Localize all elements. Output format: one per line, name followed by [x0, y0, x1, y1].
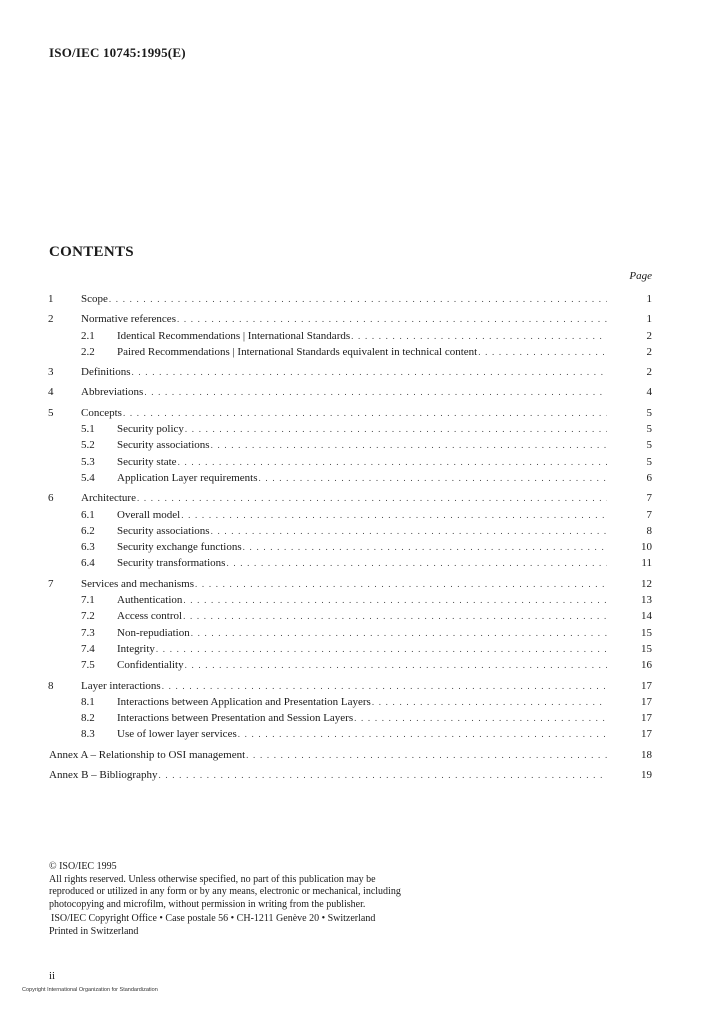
toc-entry-number: 5.4 [81, 471, 95, 484]
toc-entry-number: 5.2 [81, 439, 95, 452]
toc-entry[interactable] [0, 291, 724, 307]
copyright-text: photocopying and microfilm, without permission in writing from the publisher. [49, 898, 366, 910]
toc-entry[interactable] [0, 657, 724, 673]
toc-entry-page: 10 [641, 541, 652, 554]
toc-entry[interactable] [0, 328, 724, 344]
toc-entry[interactable] [0, 592, 724, 608]
dot-leader [183, 608, 607, 624]
toc-entry[interactable] [0, 608, 724, 624]
toc-entry-title: Non-repudiation [117, 626, 190, 639]
copyright-office-address: ISO/IEC Copyright Office • Case postale 56 • CH-1211 Genève 20 • Switzerland [51, 913, 376, 924]
dot-leader [132, 364, 608, 380]
toc-entry-title: Integrity [117, 642, 155, 655]
toc-entry-title: Scope [81, 293, 108, 305]
toc-entry[interactable] [0, 344, 724, 360]
dot-leader [123, 405, 607, 421]
toc-entry-title: Use of lower layer services [117, 728, 237, 741]
toc-entry-title: Security exchange functions [117, 541, 242, 554]
toc-entry-title: Architecture [81, 492, 136, 505]
toc-entry-page: 5 [646, 406, 652, 419]
toc-entry[interactable] [0, 625, 724, 641]
toc-entry-number: 6.3 [81, 541, 95, 554]
toc-entry-page: 17 [641, 679, 652, 692]
toc-entry-number: 7.4 [81, 642, 95, 655]
toc-entry-title: Security associations [117, 439, 210, 452]
toc-entry-page: 2 [646, 329, 652, 342]
dot-leader [137, 490, 607, 506]
toc-entry-page: 2 [646, 366, 652, 379]
toc-entry-page: 11 [641, 557, 652, 570]
dot-leader [259, 470, 607, 486]
dot-leader [246, 747, 607, 763]
toc-entry-title: Interactions between Presentation and Session Layers [117, 712, 354, 725]
toc-entry[interactable] [0, 694, 724, 710]
toc-entry-title: Annex A – Relationship to OSI management [49, 748, 246, 761]
dot-leader [183, 592, 607, 608]
toc-entry-title: Security transformations [117, 557, 226, 570]
copyright-notice [49, 861, 469, 926]
toc-entry[interactable] [0, 641, 724, 657]
toc-entry-title: Access control [117, 610, 183, 623]
toc-entry-title: Normative references [81, 313, 176, 326]
dot-leader [351, 328, 607, 344]
toc-entry-page: 7 [646, 508, 652, 521]
toc-entry[interactable] [0, 555, 724, 571]
toc-entry-number: 7.1 [81, 594, 95, 607]
toc-entry-number: 2.1 [81, 329, 95, 342]
toc-entry[interactable] [0, 437, 724, 453]
toc-entry-number: 5.1 [81, 423, 95, 436]
toc-entry-title: Paired Recommendations | International Standards equivalent in technical content [117, 345, 478, 358]
toc-entry-number: 8 [48, 679, 54, 692]
dot-leader [177, 311, 607, 327]
toc-entry-number: 8.1 [81, 695, 95, 708]
toc-entry[interactable] [0, 490, 724, 506]
toc-entry[interactable] [0, 405, 724, 421]
toc-entry[interactable] [0, 364, 724, 380]
dot-leader [226, 555, 607, 571]
toc-entry-title: Layer interactions [81, 679, 161, 692]
toc-entry-number: 8.2 [81, 712, 95, 725]
toc-entry-title: Concepts [81, 406, 122, 419]
footer-copyright: Copyright International Organization for Standardization [22, 987, 158, 993]
toc-entry-title: Security state [117, 455, 177, 468]
toc-entry-title: Security policy [117, 423, 184, 436]
dot-leader [185, 421, 607, 437]
toc-entry-title: Definitions [81, 366, 131, 379]
toc-entry-page: 17 [641, 695, 652, 708]
dot-leader [156, 641, 607, 657]
toc-entry-page: 5 [646, 455, 652, 468]
table-of-contents [0, 291, 724, 783]
toc-entry[interactable] [0, 507, 724, 523]
toc-entry-page: 17 [641, 728, 652, 741]
toc-entry-title: Overall model [117, 508, 181, 521]
toc-entry-number: 6.1 [81, 508, 95, 521]
contents-heading: CONTENTS [49, 244, 134, 260]
toc-entry[interactable] [0, 311, 724, 327]
toc-entry-page: 8 [646, 524, 652, 537]
dot-leader [144, 384, 607, 400]
dot-leader [195, 576, 607, 592]
toc-entry-number: 4 [48, 386, 54, 399]
toc-entry-number: 1 [48, 293, 54, 305]
toc-entry-page: 12 [641, 577, 652, 590]
toc-entry-number: 7.5 [81, 659, 95, 672]
toc-entry-page: 16 [641, 659, 652, 672]
toc-entry[interactable] [0, 576, 724, 592]
toc-entry[interactable] [0, 523, 724, 539]
toc-entry-number: 2 [48, 313, 54, 326]
toc-entry-page: 4 [646, 386, 652, 399]
dot-leader [478, 344, 607, 360]
dot-leader [372, 694, 607, 710]
toc-entry-annex[interactable] [0, 767, 724, 783]
toc-entry-page: 15 [641, 626, 652, 639]
toc-entry-number: 3 [48, 366, 54, 379]
toc-entry-title: Authentication [117, 594, 183, 607]
toc-entry-page: 18 [641, 748, 652, 761]
toc-entry-title: Identical Recommendations | International Standards [117, 329, 351, 342]
toc-entry-number: 6 [48, 492, 54, 505]
toc-entry-page: 7 [646, 492, 652, 505]
toc-entry-title: Annex B – Bibliography [49, 769, 158, 782]
dot-leader [181, 507, 607, 523]
toc-entry-page: 19 [641, 769, 652, 782]
toc-entry-page: 5 [646, 439, 652, 452]
toc-entry-number: 7.2 [81, 610, 95, 623]
toc-entry-page: 1 [646, 293, 652, 305]
toc-entry[interactable] [0, 678, 724, 694]
toc-entry[interactable] [0, 710, 724, 726]
toc-entry-number: 6.4 [81, 557, 95, 570]
dot-leader [238, 726, 607, 742]
toc-entry-page: 1 [646, 313, 652, 326]
toc-entry-number: 7.3 [81, 626, 95, 639]
toc-entry-number: 6.2 [81, 524, 95, 537]
copyright-text: reproduced or utilized in any form or by any means, electronic or mechanical, including [49, 886, 401, 897]
toc-entry-number: 5 [48, 406, 54, 419]
toc-entry-title: Security associations [117, 524, 210, 537]
toc-entry-number: 7 [48, 577, 54, 590]
toc-entry[interactable] [0, 421, 724, 437]
page-number: ii [49, 970, 56, 982]
toc-entry-annex[interactable] [0, 747, 724, 763]
toc-entry-title: Interactions between Application and Presentation Layers [117, 695, 371, 708]
toc-entry-page: 15 [641, 642, 652, 655]
toc-entry[interactable] [0, 539, 724, 555]
toc-entry-page: 5 [646, 423, 652, 436]
dot-leader [354, 710, 607, 726]
toc-entry-title: Services and mechanisms [81, 577, 195, 590]
toc-entry-page: 13 [641, 594, 652, 607]
dot-leader [243, 539, 607, 555]
toc-entry[interactable] [0, 470, 724, 486]
dot-leader [211, 437, 607, 453]
toc-entry-number: 8.3 [81, 728, 95, 741]
toc-entry[interactable] [0, 454, 724, 470]
dot-leader [185, 657, 607, 673]
dot-leader [158, 767, 607, 783]
toc-entry-page: 14 [641, 610, 652, 623]
document-id: ISO/IEC 10745:1995(E) [49, 45, 186, 60]
toc-entry[interactable] [0, 384, 724, 400]
dot-leader [162, 678, 607, 694]
toc-entry-page: 6 [646, 471, 652, 484]
dot-leader [178, 454, 607, 470]
dot-leader [211, 523, 607, 539]
toc-entry-number: 2.2 [81, 345, 95, 358]
toc-entry-title: Confidentiality [117, 659, 184, 672]
dot-leader [109, 291, 607, 307]
page-column-label: Page [629, 270, 652, 282]
dot-leader [191, 625, 607, 641]
toc-entry-page: 17 [641, 712, 652, 725]
toc-entry-page: 2 [646, 345, 652, 358]
copyright-text: All rights reserved. Unless otherwise specified, no part of this publication may be [49, 873, 376, 885]
copyright-symbol-line: © ISO/IEC 1995 [49, 861, 117, 872]
toc-entry[interactable] [0, 726, 724, 742]
toc-entry-number: 5.3 [81, 455, 95, 468]
toc-entry-title: Application Layer requirements [117, 471, 258, 484]
printed-in: Printed in Switzerland [49, 926, 139, 937]
toc-entry-title: Abbreviations [81, 386, 144, 399]
